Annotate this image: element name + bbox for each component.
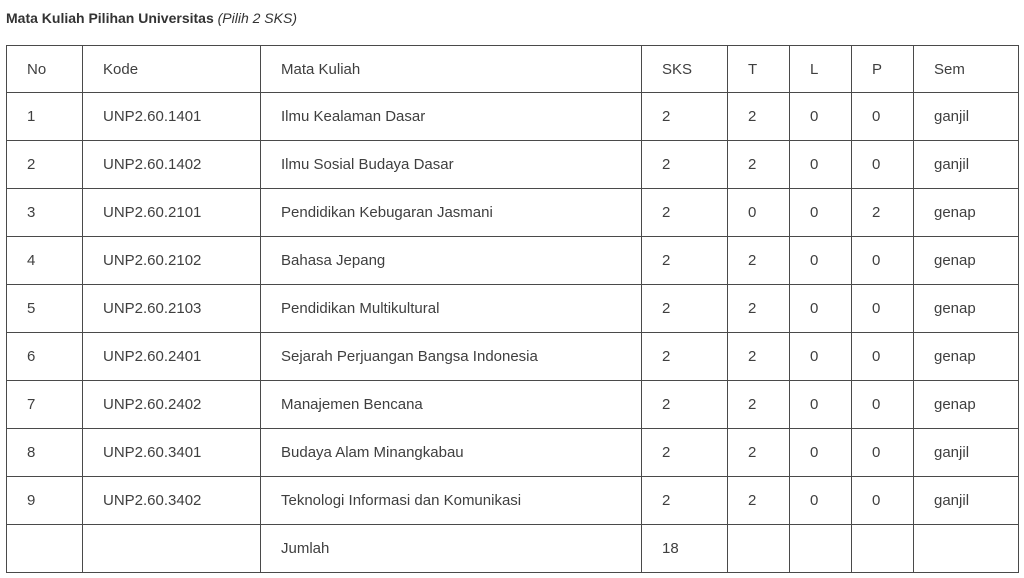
- cell-kode: UNP2.60.2102: [83, 237, 261, 285]
- cell-kode: UNP2.60.2103: [83, 285, 261, 333]
- cell-sem: genap: [914, 333, 1019, 381]
- table-row: [7, 477, 1019, 525]
- cell-mata-kuliah: Ilmu Sosial Budaya Dasar: [261, 141, 642, 189]
- table-header-row: [7, 46, 1019, 93]
- cell-kode: UNP2.60.1401: [83, 93, 261, 141]
- cell-p: 0: [852, 333, 914, 381]
- cell-sem: genap: [914, 189, 1019, 237]
- cell-t: 2: [728, 429, 790, 477]
- cell-t: 0: [728, 189, 790, 237]
- table-row: [7, 237, 1019, 285]
- cell-sks: 2: [642, 381, 728, 429]
- cell-sks: 2: [642, 141, 728, 189]
- header-no: No: [7, 46, 83, 93]
- table-row: [7, 93, 1019, 141]
- header-sem: Sem: [914, 46, 1019, 93]
- table-row: [7, 333, 1019, 381]
- cell-sks: 2: [642, 285, 728, 333]
- cell-l: 0: [790, 141, 852, 189]
- cell-no: 7: [7, 381, 83, 429]
- table-row: [7, 285, 1019, 333]
- cell-no: [7, 525, 83, 573]
- cell-sem: ganjil: [914, 93, 1019, 141]
- cell-l: 0: [790, 285, 852, 333]
- header-sks: SKS: [642, 46, 728, 93]
- caption-title: Mata Kuliah Pilihan Universitas: [6, 10, 214, 26]
- cell-kode: UNP2.60.2101: [83, 189, 261, 237]
- cell-p: 0: [852, 429, 914, 477]
- table-caption: [6, 9, 297, 27]
- cell-l: 0: [790, 93, 852, 141]
- cell-sem: ganjil: [914, 477, 1019, 525]
- cell-p: 0: [852, 285, 914, 333]
- cell-sem: ganjil: [914, 141, 1019, 189]
- cell-t: 2: [728, 237, 790, 285]
- cell-l: 0: [790, 477, 852, 525]
- cell-no: 2: [7, 141, 83, 189]
- cell-t: 2: [728, 285, 790, 333]
- table-body: [7, 93, 1019, 573]
- cell-t: [728, 525, 790, 573]
- caption-note: (Pilih 2 SKS): [217, 10, 297, 26]
- cell-sks: 2: [642, 93, 728, 141]
- cell-mata-kuliah: Budaya Alam Minangkabau: [261, 429, 642, 477]
- cell-kode: UNP2.60.2401: [83, 333, 261, 381]
- cell-mata-kuliah: Manajemen Bencana: [261, 381, 642, 429]
- cell-l: 0: [790, 189, 852, 237]
- cell-t: 2: [728, 93, 790, 141]
- cell-t: 2: [728, 477, 790, 525]
- cell-sem: genap: [914, 285, 1019, 333]
- cell-sem: [914, 525, 1019, 573]
- cell-sks: 2: [642, 237, 728, 285]
- cell-no: 9: [7, 477, 83, 525]
- cell-mata-kuliah: Pendidikan Kebugaran Jasmani: [261, 189, 642, 237]
- cell-t: 2: [728, 381, 790, 429]
- cell-l: 0: [790, 237, 852, 285]
- cell-no: 3: [7, 189, 83, 237]
- cell-mata-kuliah: Jumlah: [261, 525, 642, 573]
- cell-no: 5: [7, 285, 83, 333]
- table-row: [7, 381, 1019, 429]
- cell-p: [852, 525, 914, 573]
- cell-l: 0: [790, 381, 852, 429]
- cell-p: 0: [852, 237, 914, 285]
- cell-p: 0: [852, 141, 914, 189]
- cell-sem: genap: [914, 381, 1019, 429]
- cell-kode: UNP2.60.3402: [83, 477, 261, 525]
- total-row: [7, 525, 1019, 573]
- cell-mata-kuliah: Bahasa Jepang: [261, 237, 642, 285]
- cell-p: 2: [852, 189, 914, 237]
- cell-mata-kuliah: Ilmu Kealaman Dasar: [261, 93, 642, 141]
- cell-sks: 2: [642, 477, 728, 525]
- cell-sks: 18: [642, 525, 728, 573]
- cell-p: 0: [852, 93, 914, 141]
- cell-sem: genap: [914, 237, 1019, 285]
- header-kode: Kode: [83, 46, 261, 93]
- cell-t: 2: [728, 333, 790, 381]
- table-row: [7, 189, 1019, 237]
- table-row: [7, 141, 1019, 189]
- cell-l: [790, 525, 852, 573]
- header-mata-kuliah: Mata Kuliah: [261, 46, 642, 93]
- cell-no: 4: [7, 237, 83, 285]
- cell-mata-kuliah: Pendidikan Multikultural: [261, 285, 642, 333]
- cell-l: 0: [790, 429, 852, 477]
- cell-kode: UNP2.60.1402: [83, 141, 261, 189]
- cell-sem: ganjil: [914, 429, 1019, 477]
- cell-sks: 2: [642, 333, 728, 381]
- cell-kode: UNP2.60.2402: [83, 381, 261, 429]
- course-table: [6, 45, 1019, 573]
- cell-kode: UNP2.60.3401: [83, 429, 261, 477]
- cell-t: 2: [728, 141, 790, 189]
- cell-mata-kuliah: Sejarah Perjuangan Bangsa Indonesia: [261, 333, 642, 381]
- cell-mata-kuliah: Teknologi Informasi dan Komunikasi: [261, 477, 642, 525]
- header-t: T: [728, 46, 790, 93]
- cell-no: 6: [7, 333, 83, 381]
- cell-no: 1: [7, 93, 83, 141]
- cell-p: 0: [852, 381, 914, 429]
- cell-no: 8: [7, 429, 83, 477]
- header-p: P: [852, 46, 914, 93]
- table-row: [7, 429, 1019, 477]
- header-l: L: [790, 46, 852, 93]
- cell-p: 0: [852, 477, 914, 525]
- cell-sks: 2: [642, 189, 728, 237]
- cell-kode: [83, 525, 261, 573]
- cell-l: 0: [790, 333, 852, 381]
- cell-sks: 2: [642, 429, 728, 477]
